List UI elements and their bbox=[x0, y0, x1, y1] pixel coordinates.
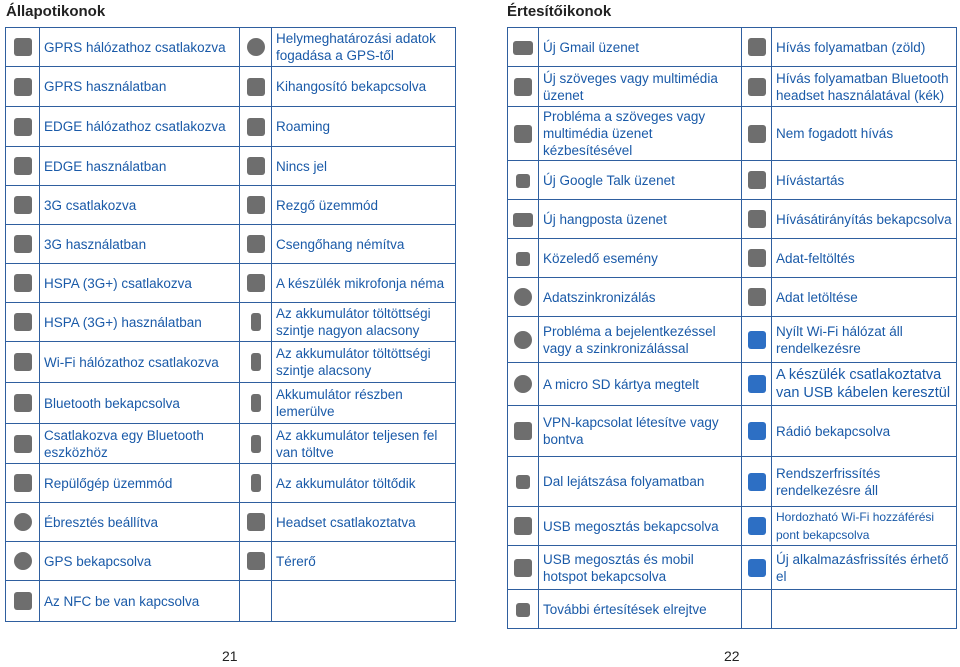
speakerphone-icon bbox=[247, 78, 265, 96]
gps-icon bbox=[14, 552, 32, 570]
description-cell bbox=[40, 67, 240, 107]
icon-cell bbox=[508, 406, 539, 457]
voicemail-icon bbox=[513, 213, 533, 227]
description-cell bbox=[772, 107, 957, 161]
nfc-icon bbox=[14, 592, 32, 610]
icon-cell bbox=[508, 546, 539, 590]
fm-radio-icon bbox=[748, 422, 766, 440]
icon-cell bbox=[6, 28, 40, 67]
missed-call-icon bbox=[748, 125, 766, 143]
description-cell bbox=[772, 507, 957, 546]
icon-cell bbox=[508, 200, 539, 239]
icon-cell bbox=[240, 464, 272, 503]
talk-icon bbox=[516, 174, 530, 188]
sms-mms-icon bbox=[514, 78, 532, 96]
icon-cell bbox=[508, 507, 539, 546]
description-cell bbox=[539, 546, 742, 590]
description-cell bbox=[40, 542, 240, 581]
description-cell bbox=[539, 28, 742, 67]
icon-cell bbox=[742, 28, 772, 67]
app-update-icon bbox=[748, 559, 766, 577]
page-number-left: 21 bbox=[222, 648, 238, 664]
icon-cell bbox=[240, 424, 272, 464]
notification-icons-table bbox=[507, 27, 957, 629]
description-cell bbox=[539, 507, 742, 546]
description-cell bbox=[772, 67, 957, 107]
table-row bbox=[508, 590, 957, 629]
table-row bbox=[508, 67, 957, 107]
usb-sharing-icon bbox=[514, 517, 532, 535]
wifi-icon bbox=[14, 353, 32, 371]
icon-cell bbox=[6, 67, 40, 107]
icon-cell bbox=[742, 457, 772, 507]
icon-cell bbox=[742, 200, 772, 239]
description-cell bbox=[539, 457, 742, 507]
icon-cell bbox=[6, 424, 40, 464]
description-cell bbox=[772, 278, 957, 317]
icon-cell bbox=[240, 28, 272, 67]
icon-cell bbox=[6, 383, 40, 424]
icon-description: A micro SD kártya megtelt bbox=[543, 376, 700, 392]
description-cell bbox=[772, 200, 957, 239]
vibrate-icon bbox=[247, 196, 265, 214]
description-cell bbox=[272, 424, 456, 464]
description-cell bbox=[40, 303, 240, 342]
more-notifications-icon bbox=[516, 603, 530, 617]
table-row bbox=[6, 542, 456, 581]
icon-description: HSPA (3G+) csatlakozva bbox=[44, 275, 192, 291]
description-cell bbox=[272, 28, 456, 67]
icon-cell bbox=[6, 503, 40, 542]
description-cell bbox=[40, 264, 240, 303]
battery-partial-icon bbox=[251, 394, 261, 412]
icon-description: HSPA (3G+) használatban bbox=[44, 314, 202, 330]
description-cell bbox=[40, 581, 240, 622]
icon-cell bbox=[742, 67, 772, 107]
icon-description: Rádió bekapcsolva bbox=[776, 423, 891, 439]
3g-in-use-icon bbox=[14, 235, 32, 253]
icon-cell bbox=[742, 363, 772, 406]
icon-cell bbox=[240, 186, 272, 225]
usb-hotspot-icon bbox=[514, 559, 532, 577]
open-wifi-icon bbox=[748, 331, 766, 349]
table-row bbox=[6, 503, 456, 542]
description-cell bbox=[40, 503, 240, 542]
description-cell bbox=[772, 317, 957, 363]
table-row bbox=[508, 107, 957, 161]
description-cell bbox=[272, 225, 456, 264]
icon-description: EDGE hálózathoz csatlakozva bbox=[44, 119, 226, 134]
gmail-icon bbox=[513, 41, 533, 55]
description-cell bbox=[539, 317, 742, 363]
status-icons-table bbox=[5, 27, 456, 622]
sync-error-icon bbox=[514, 331, 532, 349]
icon-description: Az akkumulátor töltődik bbox=[276, 475, 416, 491]
play-icon bbox=[516, 475, 530, 489]
icon-cell bbox=[240, 107, 272, 147]
icon-description: Az akkumulátor teljesen fel van töltve bbox=[276, 427, 438, 460]
description-cell bbox=[272, 147, 456, 186]
icon-cell bbox=[240, 264, 272, 303]
icon-cell bbox=[508, 107, 539, 161]
icon-description: Hívástartás bbox=[776, 172, 845, 188]
icon-cell bbox=[508, 457, 539, 507]
icon-cell bbox=[6, 581, 40, 622]
table-row bbox=[508, 28, 957, 67]
description-cell bbox=[772, 590, 957, 629]
description-cell bbox=[40, 464, 240, 503]
icon-cell bbox=[240, 342, 272, 383]
description-cell bbox=[772, 546, 957, 590]
icon-description: Rezgő üzemmód bbox=[276, 197, 379, 213]
table-row bbox=[6, 186, 456, 225]
icon-description: Közeledő esemény bbox=[543, 250, 658, 266]
icon-description: Új hangposta üzenet bbox=[543, 211, 667, 227]
description-cell bbox=[40, 225, 240, 264]
icon-description: Új Google Talk üzenet bbox=[543, 172, 675, 188]
system-update-icon bbox=[748, 473, 766, 491]
icon-description: Dal lejátszása folyamatban bbox=[543, 474, 705, 489]
description-cell bbox=[539, 67, 742, 107]
icon-description: Wi-Fi hálózathoz csatlakozva bbox=[44, 354, 219, 370]
bluetooth-connected-icon bbox=[14, 435, 32, 453]
table-row bbox=[508, 507, 957, 546]
icon-description: USB megosztás és mobil hotspot bekapcsolva bbox=[543, 551, 694, 584]
no-signal-icon bbox=[247, 157, 265, 175]
description-cell bbox=[272, 67, 456, 107]
description-cell bbox=[40, 147, 240, 186]
icon-description: 3G használatban bbox=[44, 236, 147, 252]
icon-cell bbox=[240, 542, 272, 581]
description-cell bbox=[272, 303, 456, 342]
description-cell bbox=[272, 464, 456, 503]
icon-description: GPRS használatban bbox=[44, 79, 167, 94]
description-cell bbox=[539, 363, 742, 406]
icon-cell bbox=[6, 342, 40, 383]
description-cell bbox=[539, 161, 742, 200]
icon-cell bbox=[508, 161, 539, 200]
airplane-icon bbox=[14, 474, 32, 492]
call-green-icon bbox=[748, 38, 766, 56]
icon-description: Hívásátirányítás bekapcsolva bbox=[776, 211, 952, 227]
message-error-icon bbox=[514, 125, 532, 143]
icon-cell bbox=[6, 303, 40, 342]
icon-description: EDGE használatban bbox=[44, 158, 167, 174]
table-row bbox=[6, 464, 456, 503]
icon-cell bbox=[6, 464, 40, 503]
description-cell bbox=[539, 590, 742, 629]
battery-full-icon bbox=[251, 435, 261, 453]
description-cell bbox=[40, 107, 240, 147]
icon-description: Csatlakozva egy Bluetooth eszközhöz bbox=[44, 427, 204, 460]
icon-description: Bluetooth bekapcsolva bbox=[44, 395, 180, 411]
icon-description: 3G csatlakozva bbox=[44, 197, 137, 213]
icon-description: Adat-feltöltés bbox=[776, 250, 855, 266]
icon-cell bbox=[6, 147, 40, 186]
table-row bbox=[6, 67, 456, 107]
icon-description: Hordozható Wi-Fi hozzáférési pont bekapcsolva bbox=[776, 510, 935, 542]
icon-cell bbox=[742, 278, 772, 317]
icon-cell bbox=[508, 278, 539, 317]
icon-cell bbox=[6, 107, 40, 147]
download-icon bbox=[748, 288, 766, 306]
gps-satellite-icon bbox=[247, 38, 265, 56]
icon-description: Térerő bbox=[276, 553, 316, 569]
icon-cell bbox=[508, 363, 539, 406]
upload-icon bbox=[748, 249, 766, 267]
icon-description: A készülék mikrofonja néma bbox=[276, 275, 445, 291]
description-cell bbox=[272, 503, 456, 542]
icon-cell bbox=[6, 225, 40, 264]
icon-cell bbox=[742, 317, 772, 363]
description-cell bbox=[272, 264, 456, 303]
table-row bbox=[6, 147, 456, 186]
icon-cell bbox=[742, 546, 772, 590]
icon-description: GPS bekapcsolva bbox=[44, 553, 152, 569]
icon-description: Helymeghatározási adatok fogadása a GPS-től bbox=[276, 31, 436, 63]
hspa-in-use-icon bbox=[14, 313, 32, 331]
icon-cell bbox=[240, 383, 272, 424]
description-cell bbox=[539, 278, 742, 317]
table-row bbox=[6, 342, 456, 383]
icon-description: Új szöveges vagy multimédia üzenet bbox=[543, 70, 718, 103]
icon-cell bbox=[6, 542, 40, 581]
icon-description: Adatszinkronizálás bbox=[543, 289, 656, 305]
calendar-icon bbox=[516, 252, 530, 266]
description-cell bbox=[772, 28, 957, 67]
hspa-connected-icon bbox=[14, 274, 32, 292]
description-cell bbox=[40, 186, 240, 225]
description-cell bbox=[772, 161, 957, 200]
icon-cell bbox=[742, 507, 772, 546]
table-row bbox=[508, 546, 957, 590]
icon-cell bbox=[508, 67, 539, 107]
bluetooth-icon bbox=[14, 394, 32, 412]
call-forward-icon bbox=[748, 210, 766, 228]
icon-description: Akkumulátor részben lemerülve bbox=[276, 387, 403, 419]
icon-description: Hívás folyamatban (zöld) bbox=[776, 39, 926, 55]
icon-description: Új Gmail üzenet bbox=[543, 39, 640, 55]
icon-cell bbox=[742, 107, 772, 161]
icon-description: VPN-kapcsolat létesítve vagy bontva bbox=[543, 415, 719, 447]
icon-description: Headset csatlakoztatva bbox=[276, 514, 416, 530]
table-row bbox=[508, 278, 957, 317]
icon-description: Hívás folyamatban Bluetooth headset használatával (kék) bbox=[776, 70, 949, 103]
icon-cell bbox=[742, 239, 772, 278]
sync-icon bbox=[514, 288, 532, 306]
icon-cell bbox=[742, 161, 772, 200]
icon-cell bbox=[508, 590, 539, 629]
icon-description: Kihangosító bekapcsolva bbox=[276, 79, 427, 94]
icon-description: Az NFC be van kapcsolva bbox=[44, 593, 200, 609]
description-cell bbox=[272, 107, 456, 147]
description-cell bbox=[772, 363, 957, 406]
table-row bbox=[6, 28, 456, 67]
gprs-in-use-icon bbox=[14, 78, 32, 96]
table-row bbox=[508, 161, 957, 200]
description-cell bbox=[539, 107, 742, 161]
icon-description: Új alkalmazásfrissítés érhető el bbox=[776, 551, 949, 584]
3g-connected-icon bbox=[14, 196, 32, 214]
icon-description: Ébresztés beállítva bbox=[44, 514, 159, 530]
headset-icon bbox=[247, 513, 265, 531]
icon-cell bbox=[6, 186, 40, 225]
status-icons-title: Állapotikonok bbox=[6, 3, 106, 20]
icon-cell bbox=[508, 317, 539, 363]
icon-description: Az akkumulátor töltöttségi szintje nagyon alacsony bbox=[276, 306, 431, 338]
icon-description: Probléma a szöveges vagy multimédia üzenet kézbesítésével bbox=[543, 109, 706, 158]
table-row bbox=[508, 317, 957, 363]
description-cell bbox=[272, 383, 456, 424]
page-number-right: 22 bbox=[724, 648, 740, 664]
icon-cell bbox=[240, 225, 272, 264]
icon-description: Nincs jel bbox=[276, 158, 328, 174]
table-row bbox=[6, 303, 456, 342]
battery-very-low-icon bbox=[251, 313, 261, 331]
gprs-connected-icon bbox=[14, 38, 32, 56]
icon-cell bbox=[508, 28, 539, 67]
wifi-hotspot-icon bbox=[748, 517, 766, 535]
icon-description: Roaming bbox=[276, 119, 331, 134]
ringer-silent-icon bbox=[247, 235, 265, 253]
description-cell bbox=[539, 406, 742, 457]
signal-strength-icon bbox=[247, 552, 265, 570]
table-row bbox=[508, 457, 957, 507]
icon-description: GPRS hálózathoz csatlakozva bbox=[44, 39, 226, 55]
icon-cell bbox=[508, 239, 539, 278]
battery-charging-icon bbox=[251, 474, 261, 492]
table-row bbox=[6, 581, 456, 622]
battery-low-icon bbox=[251, 353, 261, 371]
description-cell bbox=[272, 186, 456, 225]
table-row bbox=[6, 383, 456, 424]
description-cell bbox=[272, 342, 456, 383]
icon-description: Az akkumulátor töltöttségi szintje alacsony bbox=[276, 346, 431, 378]
icon-description: Nem fogadott hívás bbox=[776, 126, 894, 141]
description-cell bbox=[539, 239, 742, 278]
table-row bbox=[508, 239, 957, 278]
vpn-icon bbox=[514, 422, 532, 440]
usb-connected-icon bbox=[748, 375, 766, 393]
description-cell bbox=[40, 342, 240, 383]
description-cell bbox=[40, 383, 240, 424]
edge-connected-icon bbox=[14, 118, 32, 136]
table-row bbox=[6, 225, 456, 264]
table-row bbox=[6, 264, 456, 303]
icon-description: Adat letöltése bbox=[776, 289, 858, 305]
roaming-icon bbox=[247, 118, 265, 136]
icon-description: USB megosztás bekapcsolva bbox=[543, 518, 719, 534]
icon-cell bbox=[240, 303, 272, 342]
icon-description: További értesítések elrejtve bbox=[543, 601, 707, 617]
table-row bbox=[6, 107, 456, 147]
description-cell bbox=[772, 457, 957, 507]
table-row bbox=[508, 363, 957, 406]
sd-card-icon bbox=[514, 375, 532, 393]
icon-description: Csengőhang némítva bbox=[276, 236, 405, 252]
icon-cell bbox=[240, 503, 272, 542]
table-row bbox=[508, 200, 957, 239]
icon-description: Repülőgép üzemmód bbox=[44, 475, 173, 491]
description-cell bbox=[272, 542, 456, 581]
icon-cell bbox=[240, 67, 272, 107]
icon-description: Probléma a bejelentkezéssel vagy a szinkronizálással bbox=[543, 323, 716, 356]
icon-cell bbox=[6, 264, 40, 303]
description-cell bbox=[40, 424, 240, 464]
notification-icons-title: Értesítőikonok bbox=[507, 3, 612, 20]
icon-cell bbox=[742, 590, 772, 629]
description-cell bbox=[539, 200, 742, 239]
alarm-icon bbox=[14, 513, 32, 531]
icon-cell bbox=[240, 147, 272, 186]
icon-cell bbox=[742, 406, 772, 457]
description-cell bbox=[40, 28, 240, 67]
mic-mute-icon bbox=[247, 274, 265, 292]
table-row bbox=[508, 406, 957, 457]
description-cell bbox=[772, 239, 957, 278]
edge-in-use-icon bbox=[14, 157, 32, 175]
icon-description: A készülék csatlakoztatva van USB kábelen keresztül bbox=[776, 367, 951, 401]
description-cell bbox=[272, 581, 456, 622]
call-bluetooth-icon bbox=[748, 78, 766, 96]
table-row bbox=[6, 424, 456, 464]
description-cell bbox=[772, 406, 957, 457]
icon-description: Nyílt Wi-Fi hálózat áll rendelkezésre bbox=[776, 323, 903, 356]
icon-cell bbox=[240, 581, 272, 622]
call-hold-icon bbox=[748, 171, 766, 189]
icon-description: Rendszerfrissítés rendelkezésre áll bbox=[776, 465, 881, 498]
